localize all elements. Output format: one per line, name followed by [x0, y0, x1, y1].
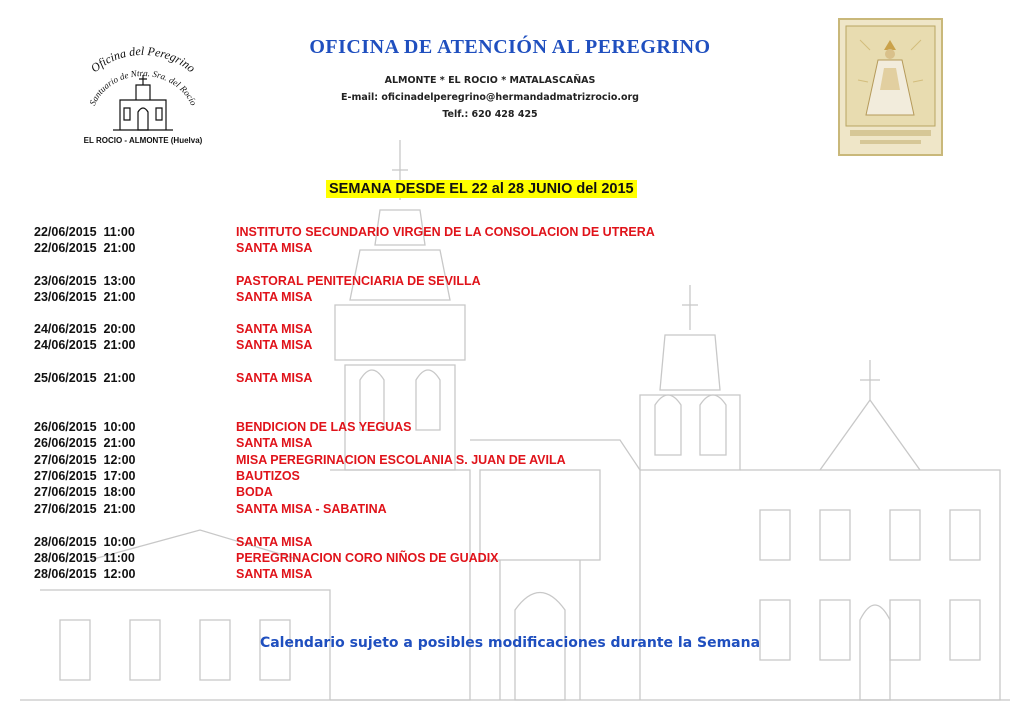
event-datetime: 27/06/2015 12:00	[34, 453, 136, 467]
event-name: BODA	[236, 485, 273, 499]
event-datetime: 22/06/2015 21:00	[34, 241, 136, 255]
event-name: PASTORAL PENITENCIARIA DE SEVILLA	[236, 274, 481, 288]
event-name: SANTA MISA	[236, 436, 313, 450]
event-datetime: 27/06/2015 17:00	[34, 469, 136, 483]
event-name: SANTA MISA	[236, 567, 313, 581]
event-datetime: 28/06/2015 12:00	[34, 567, 136, 581]
event-datetime: 22/06/2015 11:00	[34, 225, 135, 239]
event-name: SANTA MISA	[236, 371, 313, 385]
event-datetime: 26/06/2015 10:00	[34, 420, 136, 434]
event-datetime: 25/06/2015 21:00	[34, 371, 136, 385]
email-line: E-mail: oficinadelperegrino@hermandadmatrizrocio.org	[341, 92, 639, 103]
event-name: MISA PEREGRINACION ESCOLANIA S. JUAN DE AVILA	[236, 453, 566, 467]
week-label: SEMANA DESDE EL 22 al 28 JUNIO del 2015	[326, 180, 637, 198]
event-datetime: 23/06/2015 13:00	[34, 274, 136, 288]
logo-ring-text-top: Oficina del Peregrino	[87, 43, 199, 76]
locations-line: ALMONTE * EL ROCIO * MATALASCAÑAS	[384, 75, 596, 86]
page-title: OFICINA DE ATENCIÓN AL PEREGRINO	[309, 36, 711, 58]
event-name: PEREGRINACION CORO NIÑOS DE GUADIX	[236, 551, 499, 565]
event-datetime: 28/06/2015 11:00	[34, 551, 135, 565]
event-name: BENDICION DE LAS YEGUAS	[236, 420, 412, 434]
event-name: SANTA MISA - SABATINA	[236, 502, 387, 516]
event-name: SANTA MISA	[236, 338, 313, 352]
event-datetime: 27/06/2015 18:00	[34, 485, 136, 499]
event-name: BAUTIZOS	[236, 469, 300, 483]
event-name: INSTITUTO SECUNDARIO VIRGEN DE LA CONSOLACION DE UTRERA	[236, 225, 655, 239]
event-datetime: 26/06/2015 21:00	[34, 436, 136, 450]
event-name: SANTA MISA	[236, 322, 313, 336]
event-name: SANTA MISA	[236, 290, 313, 304]
event-datetime: 24/06/2015 20:00	[34, 322, 136, 336]
logo-ring-text-side: Santuario de Ntra. Sra. del Rocío	[87, 67, 199, 107]
footer-note: Calendario sujeto a posibles modificaciones durante la Semana	[259, 635, 761, 651]
event-name: SANTA MISA	[236, 535, 313, 549]
event-datetime: 23/06/2015 21:00	[34, 290, 136, 304]
logo-caption: EL ROCIO - ALMONTE (Huelva)	[83, 136, 203, 145]
phone-line: Telf.: 620 428 425	[442, 109, 538, 120]
event-datetime: 24/06/2015 21:00	[34, 338, 136, 352]
event-datetime: 27/06/2015 21:00	[34, 502, 136, 516]
event-datetime: 28/06/2015 10:00	[34, 535, 136, 549]
event-name: SANTA MISA	[236, 241, 313, 255]
